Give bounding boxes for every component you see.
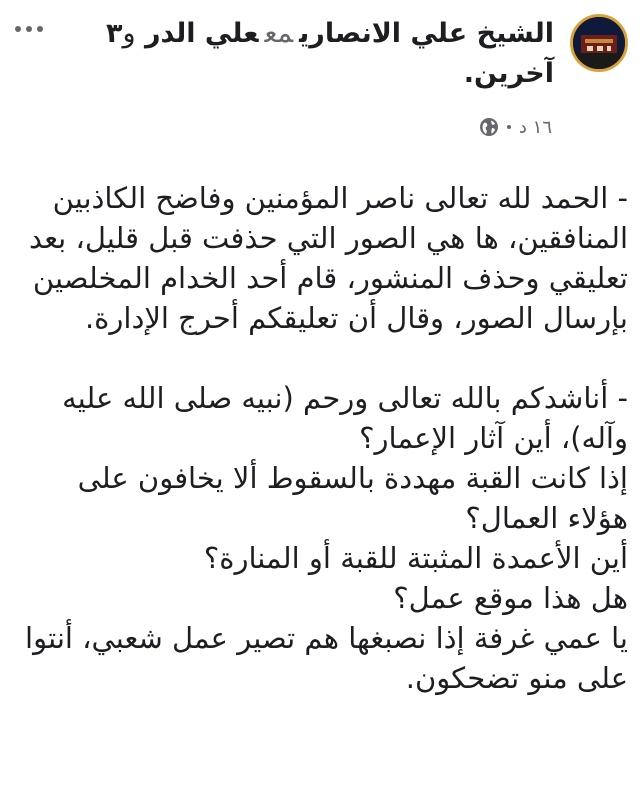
paragraph-spacer — [16, 338, 628, 378]
post-paragraph: هل هذا موقع عمل؟ — [393, 581, 628, 615]
and-label: و — [122, 18, 136, 49]
more-options-button[interactable] — [12, 18, 46, 40]
post-paragraph: يا عمي غرفة إذا نصبغها هم تصير عمل شعبي، أنتوا على منو تضحكون. — [25, 621, 628, 695]
post-time-link[interactable]: ١٦ د — [518, 116, 552, 138]
more-options-icon-dot — [26, 26, 32, 32]
more-options-icon-dot — [37, 26, 43, 32]
post-paragraph: أين الأعمدة المثبتة للقبة أو المنارة؟ — [203, 541, 628, 575]
post-header — [84, 14, 554, 94]
more-options-icon — [15, 26, 21, 32]
post-paragraph: - أناشدكم بالله تعالى ورحم (نبيه صلى الله عليه وآله)، أين آثار الإعمار؟ — [62, 381, 628, 455]
author-name-link[interactable]: الشيخ علي الانصاري — [299, 18, 554, 49]
others-label: آخرين. — [463, 58, 554, 89]
tagged-user-link[interactable]: علي الدر — [144, 18, 259, 49]
post-meta — [479, 116, 552, 138]
with-label: مع — [264, 18, 294, 49]
avatar-image — [573, 17, 625, 69]
avatar[interactable] — [570, 14, 628, 72]
others-count: ٣ — [106, 18, 123, 49]
post-paragraph: إذا كانت القبة مهددة بالسقوط ألا يخافون على هؤلاء العمال؟ — [77, 461, 628, 535]
globe-icon[interactable] — [479, 117, 499, 137]
post-paragraph: - الحمد لله تعالى ناصر المؤمنين وفاضح الكاذبين المنافقين، ها هي الصور التي حذفت قبل قليل، بعد تعليقي وحذف المنشور، قام أحد الخدام المخلصين بإرسال الصور، وقال أن تعليقكم أحرج الإدارة. — [28, 181, 628, 335]
meta-separator — [507, 125, 511, 129]
post-body — [16, 178, 628, 698]
